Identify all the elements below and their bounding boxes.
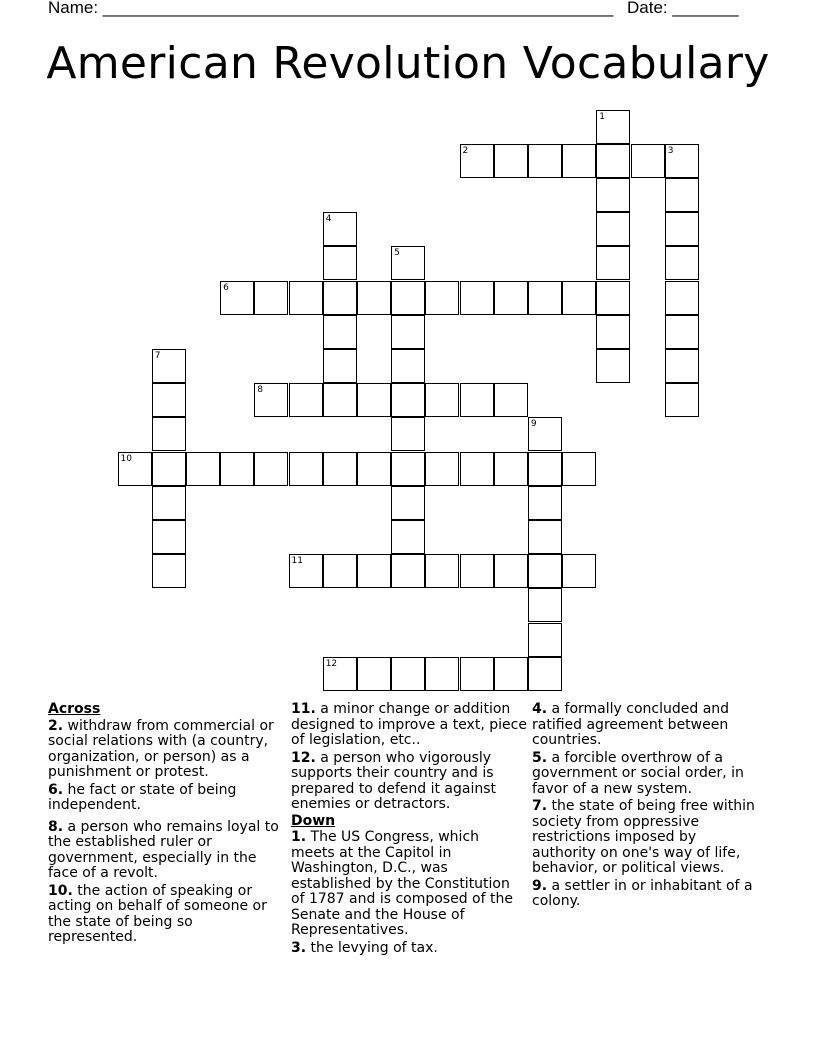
clue-number: 5.	[532, 749, 548, 766]
clue-number: 10.	[48, 882, 73, 899]
clue-across-11	[291, 702, 527, 749]
grid-cell[interactable]	[460, 383, 494, 417]
grid-cell[interactable]	[665, 178, 699, 212]
clue-number-label: 10	[120, 453, 132, 464]
grid-cell[interactable]	[152, 554, 186, 588]
grid-cell[interactable]	[596, 349, 630, 383]
grid-cell[interactable]	[562, 554, 596, 588]
grid-cell[interactable]	[323, 657, 357, 691]
grid-cell[interactable]	[391, 554, 425, 588]
grid-cell[interactable]	[460, 281, 494, 315]
down-heading: Down	[291, 812, 336, 829]
grid-cell[interactable]	[152, 486, 186, 520]
clue-number-label: 8	[257, 385, 264, 396]
grid-cell[interactable]	[460, 144, 494, 178]
grid-cell[interactable]	[596, 281, 630, 315]
grid-cell[interactable]	[460, 554, 494, 588]
name-field-label: Name: ______________________________________________________	[48, 0, 614, 17]
grid-cell[interactable]	[494, 281, 528, 315]
clue-text: the state of being free within society from oppressive restrictions imposed by authority on one's way of life, behavior, or political views.	[532, 798, 755, 876]
clue-text: a minor change or addition designed to improve a text, piece of legislation, etc..	[291, 701, 527, 748]
grid-cell[interactable]	[357, 383, 391, 417]
grid-cell[interactable]	[425, 554, 459, 588]
clue-text: a settler in or inhabitant of a colony.	[532, 877, 753, 909]
clue-down-5	[532, 751, 762, 798]
grid-cell[interactable]	[665, 144, 699, 178]
grid-cell[interactable]	[528, 486, 562, 520]
grid-cell[interactable]	[494, 383, 528, 417]
grid-cell[interactable]	[596, 178, 630, 212]
grid-cell[interactable]	[425, 383, 459, 417]
clue-number-label: 7	[154, 350, 161, 361]
clue-number-label: 4	[325, 214, 332, 225]
grid-cell[interactable]	[596, 212, 630, 246]
grid-cell[interactable]	[323, 315, 357, 349]
clue-across-10	[48, 884, 284, 946]
clue-number: 1.	[291, 829, 307, 845]
grid-cell[interactable]	[562, 144, 596, 178]
grid-cell[interactable]	[152, 520, 186, 554]
grid-cell[interactable]	[323, 452, 357, 486]
grid-cell[interactable]	[357, 657, 391, 691]
clue-down-1	[291, 830, 527, 939]
grid-cell[interactable]	[289, 554, 323, 588]
grid-cell[interactable]	[323, 554, 357, 588]
grid-cell[interactable]	[528, 623, 562, 657]
clue-down-9	[532, 879, 762, 910]
grid-cell[interactable]	[494, 452, 528, 486]
grid-cell[interactable]	[118, 452, 152, 486]
grid-cell[interactable]	[323, 281, 357, 315]
clue-number-label: 6	[223, 282, 229, 293]
grid-cell[interactable]	[357, 554, 391, 588]
grid-cell[interactable]	[289, 452, 323, 486]
grid-cell[interactable]	[528, 144, 562, 178]
grid-cell[interactable]	[665, 383, 699, 417]
grid-cell[interactable]	[528, 417, 562, 451]
grid-cell[interactable]	[289, 383, 323, 417]
grid-cell[interactable]	[152, 349, 186, 383]
grid-cell[interactable]	[357, 281, 391, 315]
grid-cell[interactable]	[323, 383, 357, 417]
grid-cell[interactable]	[391, 315, 425, 349]
grid-cell[interactable]	[596, 246, 630, 280]
clues-column-1	[48, 702, 284, 948]
grid-cell[interactable]	[391, 417, 425, 451]
clue-number-label: 3	[667, 145, 674, 156]
grid-cell[interactable]	[494, 144, 528, 178]
grid-cell[interactable]	[323, 212, 357, 246]
clue-text: The US Congress, which meets at the Capitol in Washington, D.C., was established by the Constitution of 1787 and is composed of the Senate and the House of Representatives.	[291, 829, 513, 938]
grid-cell[interactable]	[596, 110, 630, 144]
clue-across-2	[48, 719, 284, 781]
grid-cell[interactable]	[391, 281, 425, 315]
clue-text: he fact or state of being independent.	[48, 781, 237, 813]
grid-cell[interactable]	[665, 212, 699, 246]
grid-cell[interactable]	[391, 657, 425, 691]
clue-number-label: 5	[394, 248, 400, 259]
clue-text: withdraw from commercial or social relations with (a country, organization, or person) as a punishment or protest.	[48, 717, 274, 780]
clue-number: 8.	[48, 818, 64, 835]
grid-cell[interactable]	[391, 486, 425, 520]
across-heading: Across	[48, 701, 101, 717]
grid-cell[interactable]	[391, 383, 425, 417]
grid-cell[interactable]	[220, 452, 254, 486]
clue-number: 4.	[532, 701, 548, 717]
grid-cell[interactable]	[528, 520, 562, 554]
grid-cell[interactable]	[254, 452, 288, 486]
clues-column-2	[291, 702, 527, 958]
clue-number-label: 9	[530, 419, 537, 430]
grid-cell[interactable]	[528, 452, 562, 486]
clue-number-label: 11	[291, 556, 303, 567]
grid-cell[interactable]	[528, 554, 562, 588]
clue-number-label: 1	[599, 111, 606, 122]
grid-cell[interactable]	[254, 383, 288, 417]
clues-column-3	[532, 702, 762, 912]
grid-cell[interactable]	[562, 452, 596, 486]
grid-cell[interactable]	[494, 657, 528, 691]
clue-number: 11.	[291, 701, 316, 717]
grid-cell[interactable]	[391, 349, 425, 383]
clue-text: the levying of tax.	[306, 939, 438, 956]
clue-number: 9.	[532, 877, 548, 894]
grid-cell[interactable]	[665, 281, 699, 315]
clue-number: 6.	[48, 781, 64, 798]
clue-across-12	[291, 751, 527, 813]
clue-number: 12.	[291, 749, 316, 766]
grid-cell[interactable]	[528, 281, 562, 315]
clue-down-3	[291, 941, 527, 957]
clue-number-label: 2	[462, 145, 469, 156]
grid-cell[interactable]	[254, 281, 288, 315]
grid-cell[interactable]	[460, 657, 494, 691]
clue-down-7	[532, 799, 762, 877]
grid-cell[interactable]	[665, 246, 699, 280]
grid-cell[interactable]	[596, 144, 630, 178]
grid-cell[interactable]	[289, 281, 323, 315]
grid-cell[interactable]	[391, 520, 425, 554]
clue-across-8	[48, 820, 284, 882]
grid-cell[interactable]	[152, 452, 186, 486]
grid-cell[interactable]	[425, 657, 459, 691]
grid-cell[interactable]	[665, 315, 699, 349]
clue-text: a person who vigorously supports their country and is prepared to defend it against enemies or detractors.	[291, 749, 496, 812]
grid-cell[interactable]	[528, 657, 562, 691]
clue-across-6	[48, 783, 284, 814]
grid-cell[interactable]	[631, 144, 665, 178]
clue-number: 2.	[48, 717, 64, 734]
grid-cell[interactable]	[357, 452, 391, 486]
clue-number-label: 12	[325, 658, 338, 669]
grid-cell[interactable]	[391, 452, 425, 486]
grid-cell[interactable]	[494, 554, 528, 588]
grid-cell[interactable]	[665, 349, 699, 383]
grid-cell[interactable]	[391, 246, 425, 280]
grid-cell[interactable]	[220, 281, 254, 315]
clue-down-4	[532, 702, 762, 749]
grid-cell[interactable]	[152, 383, 186, 417]
clue-number: 3.	[291, 939, 307, 956]
grid-cell[interactable]	[460, 452, 494, 486]
grid-cell[interactable]	[562, 281, 596, 315]
clue-text: a formally concluded and ratified agreement between countries.	[532, 701, 730, 748]
clue-text: a person who remains loyal to the established ruler or government, especially in the face of a revolt.	[48, 818, 279, 881]
grid-cell[interactable]	[323, 349, 357, 383]
grid-cell[interactable]	[152, 417, 186, 451]
grid-cell[interactable]	[323, 246, 357, 280]
grid-cell[interactable]	[528, 588, 562, 622]
date-field-label: Date: _______	[627, 0, 739, 17]
page-title: American Revolution Vocabulary	[46, 38, 770, 89]
clue-text: a forcible overthrow of a government or social order, in favor of a new system.	[532, 749, 744, 797]
clue-number: 7.	[532, 798, 548, 814]
grid-cell[interactable]	[425, 452, 459, 486]
clue-text: the action of speaking or acting on behalf of someone or the state of being so represented.	[48, 882, 267, 945]
grid-cell[interactable]	[186, 452, 220, 486]
grid-cell[interactable]	[425, 281, 459, 315]
grid-cell[interactable]	[596, 315, 630, 349]
